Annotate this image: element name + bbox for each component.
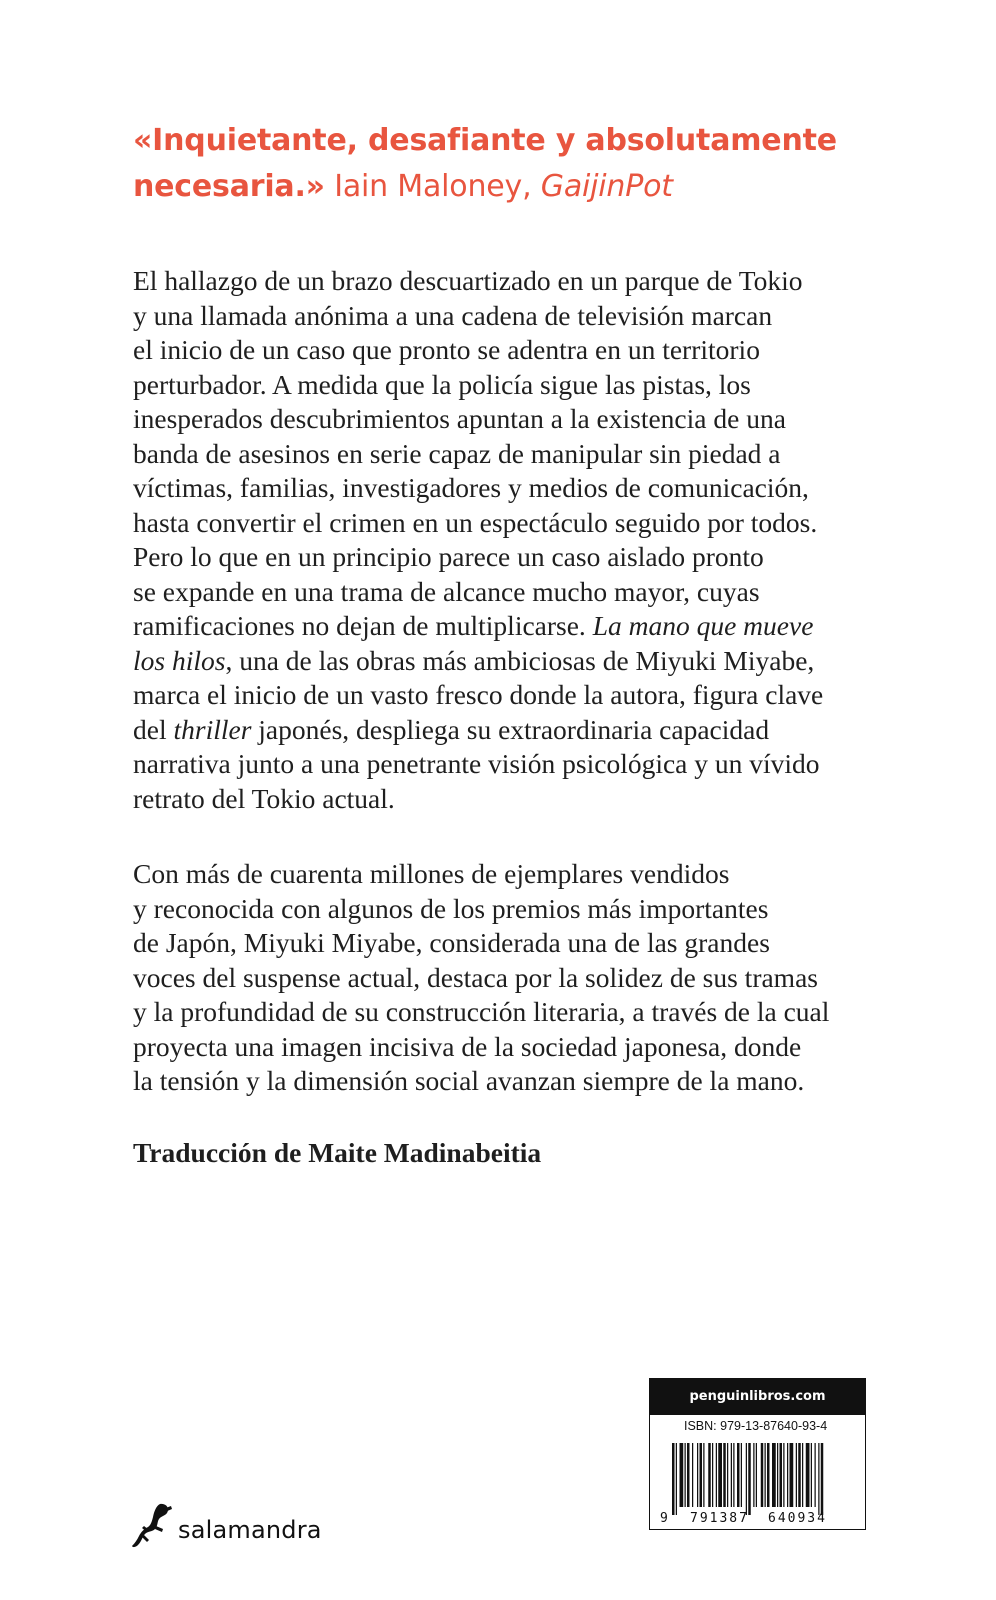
barcode-bar bbox=[687, 1443, 690, 1507]
barcode-bar bbox=[815, 1443, 816, 1507]
quote-text-line2: necesaria.» bbox=[133, 169, 325, 204]
barcode-bar bbox=[761, 1443, 764, 1507]
publisher-name: salamandra bbox=[178, 1516, 322, 1544]
synopsis-line: banda de asesinos en serie capaz de manipular sin piedad a bbox=[133, 437, 781, 469]
synopsis-line: se expande en una trama de alcance mucho mayor, cuyas bbox=[133, 575, 760, 607]
barcode-bar bbox=[753, 1443, 754, 1507]
barcode-image bbox=[656, 1443, 859, 1525]
barcode-bar bbox=[765, 1443, 766, 1507]
isbn-number: ISBN: 979-13-87640-93-4 bbox=[684, 1419, 828, 1433]
barcode-bar bbox=[790, 1443, 794, 1507]
barcode-bar bbox=[767, 1443, 770, 1507]
synopsis-line: el inicio de un caso que pronto se adentra en un territorio bbox=[133, 334, 760, 365]
bio-line: la tensión y la dimensión social avanzan siempre de la mano. bbox=[133, 1065, 805, 1096]
synopsis-text: del bbox=[133, 713, 167, 745]
barcode-bar bbox=[708, 1443, 711, 1507]
barcode-bar bbox=[733, 1443, 734, 1507]
synopsis-text: ramificaciones no dejan de multiplicarse. bbox=[133, 610, 586, 641]
barcode-bar bbox=[748, 1443, 751, 1515]
barcode-bar bbox=[777, 1443, 778, 1507]
barcode-bar bbox=[712, 1443, 713, 1507]
barcode-bar bbox=[780, 1443, 783, 1507]
bio-line: y reconocida con algunos de los premios más importantes bbox=[133, 892, 769, 924]
barcode-digit-first: 9 bbox=[660, 1511, 668, 1525]
bio-line: voces del suspense actual, destaca por la solidez de sus tramas bbox=[133, 961, 818, 993]
quote-line-1 bbox=[133, 118, 893, 164]
book-title-part1: La mano que mueve bbox=[592, 610, 814, 641]
barcode-bar bbox=[731, 1443, 732, 1507]
genre-italic: thriller bbox=[173, 713, 252, 745]
barcode-bar bbox=[818, 1443, 819, 1515]
synopsis-line: hasta convertir el crimen en un espectáculo seguido por todos. bbox=[133, 506, 818, 538]
barcode-bar bbox=[680, 1443, 684, 1507]
synopsis-line: perturbador. A medida que la policía sigue las pistas, los bbox=[133, 368, 751, 400]
synopsis-line: Pero lo que en un principio parece un caso aislado pronto bbox=[133, 541, 764, 572]
author-bio-paragraph bbox=[133, 857, 893, 1099]
barcode-digits-group2: 640934 bbox=[768, 1511, 827, 1525]
synopsis-text: , una de las obras más ambiciosas de Miyuki Miyabe, bbox=[225, 644, 815, 676]
barcode-bar bbox=[718, 1443, 722, 1507]
synopsis-paragraph bbox=[133, 264, 893, 816]
barcode-bar bbox=[787, 1443, 788, 1507]
synopsis-line: y una llamada anónima a una cadena de televisión marcan bbox=[133, 299, 773, 331]
barcode-bar bbox=[723, 1443, 726, 1507]
barcode-bar bbox=[756, 1443, 757, 1507]
barcode-bar bbox=[821, 1443, 824, 1515]
review-quote bbox=[133, 118, 893, 210]
synopsis-line: inesperados descubrimientos apuntan a la existencia de una bbox=[133, 403, 786, 434]
quote-line-2 bbox=[133, 164, 893, 210]
barcode-bar bbox=[697, 1443, 698, 1507]
barcode-digits-group1: 791387 bbox=[690, 1511, 749, 1525]
translator-credit: Traducción de Maite Madinabeitia bbox=[133, 1137, 542, 1168]
synopsis-line: retrato del Tokio actual. bbox=[133, 782, 395, 814]
barcode-bar bbox=[692, 1443, 693, 1507]
barcode-bar bbox=[737, 1443, 740, 1507]
bio-line: de Japón, Miyuki Miyabe, considerada una de las grandes bbox=[133, 927, 770, 958]
barcode bbox=[656, 1443, 859, 1525]
quote-source: GaijinPot bbox=[540, 169, 673, 204]
barcode-bar bbox=[783, 1443, 784, 1507]
bio-line: y la profundidad de su construcción literaria, a través de la cual bbox=[133, 996, 830, 1027]
barcode-bar bbox=[685, 1443, 686, 1507]
bio-line: proyecta una imagen incisiva de la sociedad japonesa, donde bbox=[133, 1030, 802, 1062]
synopsis-line: víctimas, familias, investigadores y medios de comunicación, bbox=[133, 472, 809, 503]
barcode-bar bbox=[772, 1443, 776, 1507]
quote-author: Iain Maloney, bbox=[334, 169, 532, 204]
barcode-bar bbox=[811, 1443, 812, 1507]
barcode-bar bbox=[796, 1443, 797, 1507]
synopsis-text: japonés, despliega su extraordinaria capacidad bbox=[258, 713, 770, 745]
synopsis-line: El hallazgo de un brazo descuartizado en un parque de Tokio bbox=[133, 265, 803, 296]
bio-line: Con más de cuarenta millones de ejemplares vendidos bbox=[133, 858, 730, 889]
barcode-bar bbox=[741, 1443, 742, 1507]
synopsis-line: marca el inicio de un vasto fresco donde la autora, figura clave bbox=[133, 679, 824, 710]
synopsis-line bbox=[133, 644, 893, 679]
publisher-logo bbox=[130, 1500, 322, 1550]
synopsis-line bbox=[133, 713, 893, 748]
barcode-bar bbox=[703, 1443, 704, 1507]
barcode-label bbox=[649, 1378, 866, 1530]
barcode-bar bbox=[676, 1443, 677, 1515]
barcode-bar bbox=[672, 1443, 675, 1515]
synopsis-line: narrativa junto a una penetrante visión psicológica y un vívido bbox=[133, 748, 820, 779]
barcode-bar bbox=[727, 1443, 728, 1507]
salamander-icon bbox=[130, 1500, 174, 1550]
barcode-bar bbox=[716, 1443, 717, 1507]
barcode-bar bbox=[806, 1443, 810, 1507]
quote-text-line1: «Inquietante, desafiante y absolutamente bbox=[133, 123, 837, 158]
synopsis-line bbox=[133, 609, 893, 644]
publisher-website: penguinlibros.com bbox=[650, 1379, 865, 1415]
barcode-bar bbox=[798, 1443, 801, 1507]
barcode-bar bbox=[700, 1443, 703, 1507]
book-title-part2: los hilos bbox=[133, 644, 226, 676]
barcode-bar bbox=[802, 1443, 803, 1507]
barcode-bar bbox=[746, 1443, 747, 1515]
